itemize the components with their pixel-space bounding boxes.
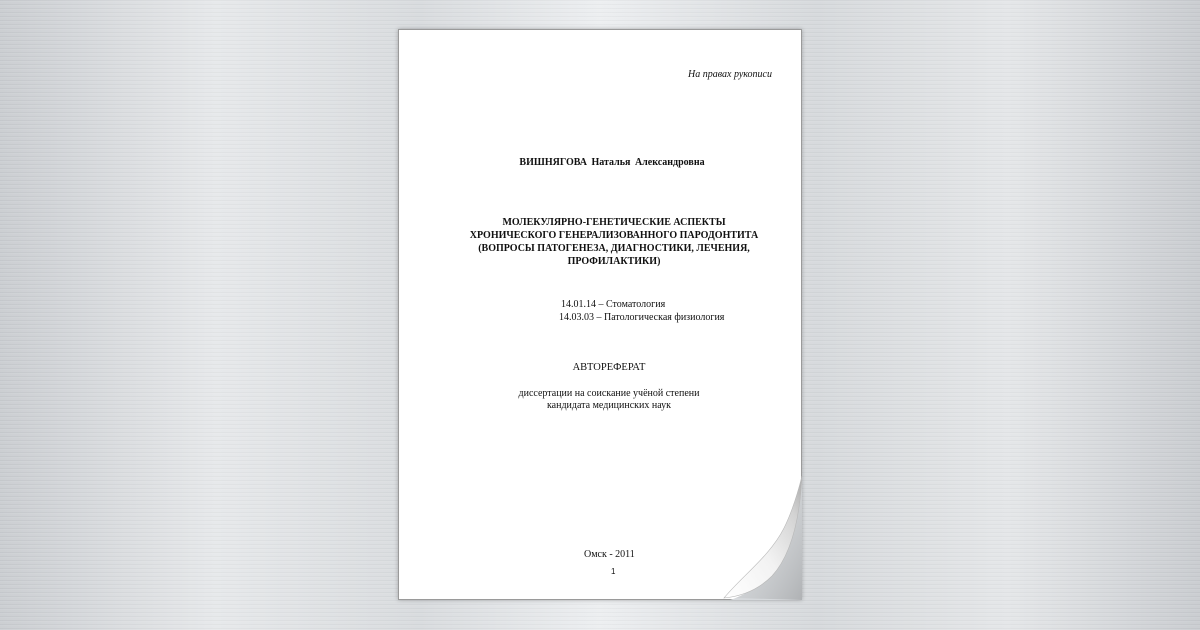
title-line: ПРОФИЛАКТИКИ) <box>567 256 661 267</box>
degree-line: кандидата медицинских наук <box>546 400 672 411</box>
degree-line: диссертации на соискание учёной степени <box>518 388 700 399</box>
title-line: (ВОПРОСЫ ПАТОГЕНЕЗА, ДИАГНОСТИКИ, ЛЕЧЕНИЯ, <box>478 243 750 254</box>
page-curl-icon <box>722 476 802 600</box>
dissertation-title <box>439 216 789 268</box>
title-line: МОЛЕКУЛЯРНО-ГЕНЕТИЧЕСКИЕ АСПЕКТЫ <box>502 217 726 228</box>
specialty-code-stomatology: 14.01.14 – Стоматология <box>561 299 666 310</box>
title-line: ХРОНИЧЕСКОГО ГЕНЕРАЛИЗОВАННОГО ПАРОДОНТИТА <box>469 230 759 241</box>
author-name: ВИШНЯГОВА Наталья Александровна <box>519 157 705 168</box>
document-page <box>398 29 802 600</box>
place-and-year: Омск - 2011 <box>584 549 635 560</box>
degree-description <box>399 388 801 412</box>
manuscript-rights-note: На правах рукописи <box>688 69 772 80</box>
specialty-code-pathophysiology: 14.03.03 – Патологическая физиология <box>559 312 725 323</box>
page-number: 1 <box>611 567 616 576</box>
document-type: АВТОРЕФЕРАТ <box>572 362 646 373</box>
